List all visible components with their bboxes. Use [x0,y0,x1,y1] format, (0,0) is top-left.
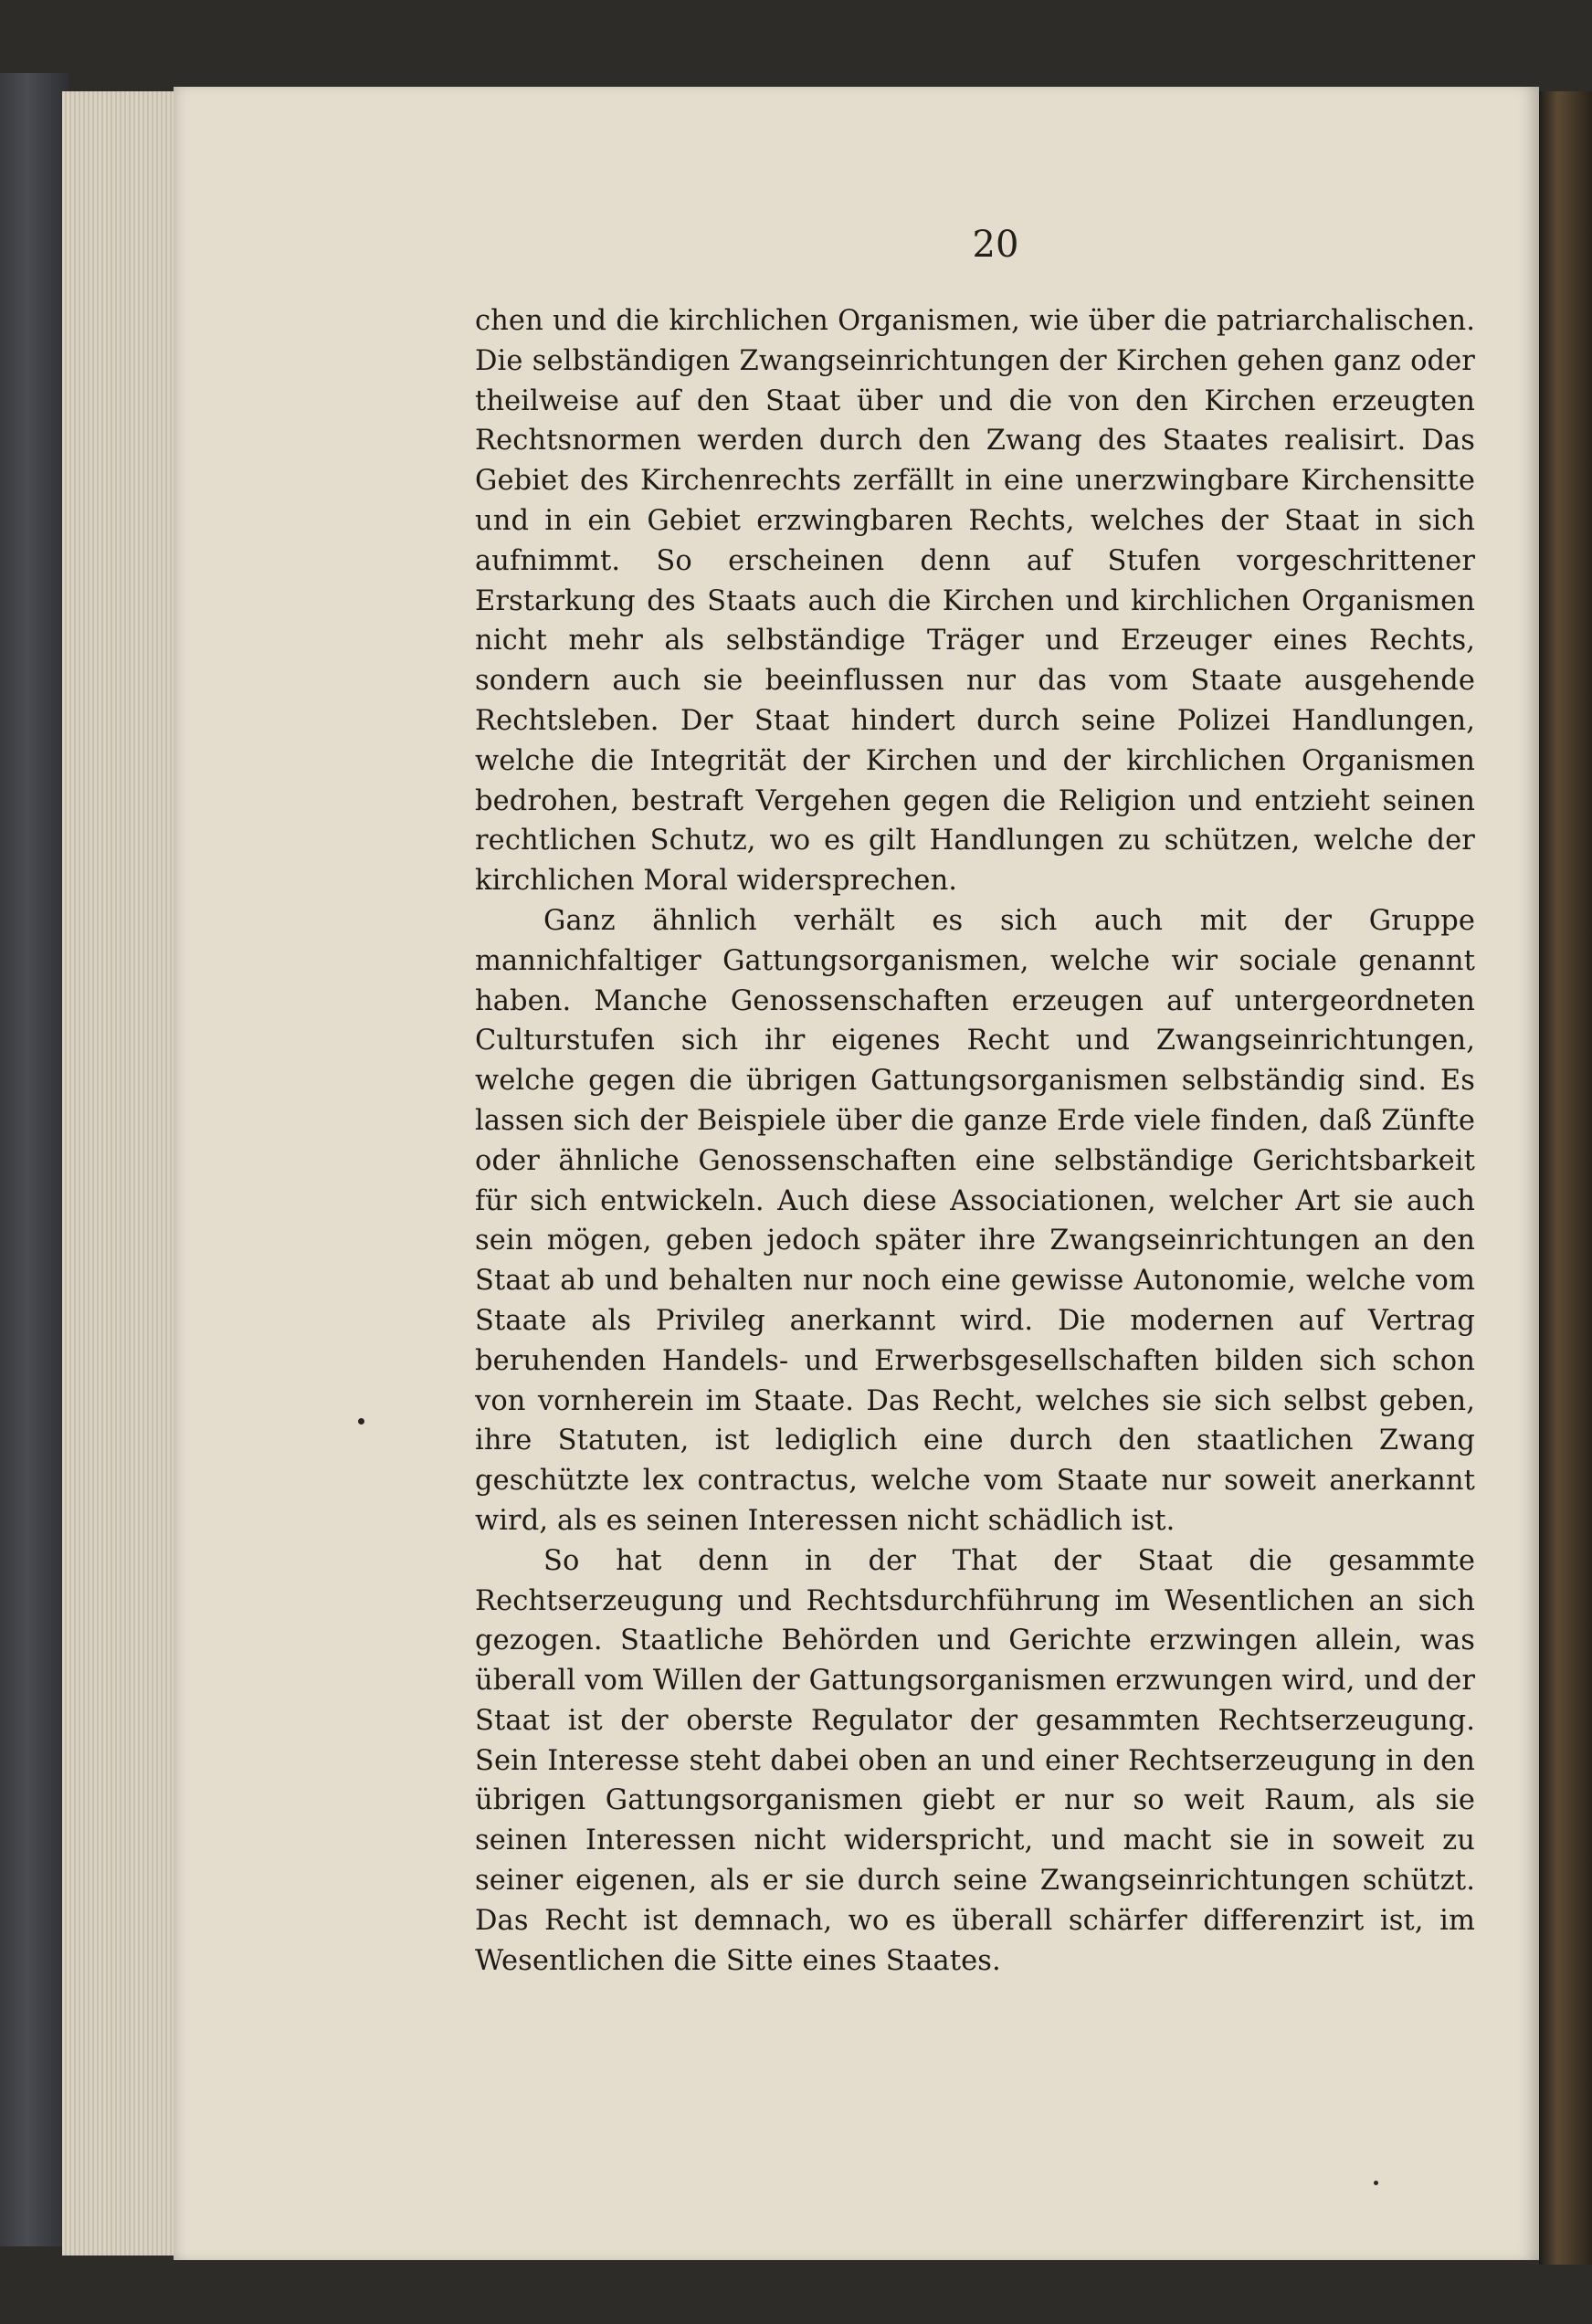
book-cover-left [0,73,69,2246]
body-text [475,301,1475,1981]
page-number: 20 [972,224,1019,266]
page-edges [62,91,190,2256]
ink-speck [358,1418,364,1425]
book-cover-right [1539,91,1592,2265]
paragraph-1: chen und die kirchlichen Organismen, wie über die patriarchalischen. Die selbständigen Zwangseinrichtungen der Kirchen gehen ganz oder theilweise auf den Staat über und die von den Kirchen erzeugten Rechtsnormen werden durch den Zwang des Staates realisirt. Das Gebiet des Kirchenrechts zerfällt in eine unerzwingbare Kirchensitte und in ein Gebiet erzwingbaren Rechts, welches der Staat in sich aufnimmt. So erscheinen denn auf Stufen vorgeschrittener Erstarkung des Staats auch die Kirchen und kirchlichen Organismen nicht mehr als selbständige Träger und Erzeuger eines Rechts, sondern auch sie beeinflussen nur das vom Staate ausgehende Rechtsleben. Der Staat hindert durch seine Polizei Handlungen, welche die Integrität der Kirchen und der kirchlichen Organismen bedrohen, bestraft Vergehen gegen die Religion und entzieht seinen rechtlichen Schutz, wo es gilt Handlungen zu schützen, welche der kirchlichen Moral widersprechen. [475,305,1475,898]
ink-speck [1374,2181,1378,2185]
paragraph-3: So hat denn in der That der Staat die gesammte Rechtserzeugung und Rechtsdurchführung im Wesentlichen an sich gezogen. Staatliche Behörden und Gerichte erzwingen allein, was überall vom Willen der Gattungsorganismen erzwungen wird, und der Staat ist der oberste Regulator der gesammten Rechtserzeugung. Sein Interesse steht dabei oben an und einer Rechtserzeugung in den übrigen Gattungsorganismen giebt er nur so weit Raum, als sie seinen Interessen nicht widerspricht, und macht sie in soweit zu seiner eigenen, als er sie durch seine Zwangseinrichtungen schützt. Das Recht ist demnach, wo es überall schärfer differenzirt ist, im Wesentlichen die Sitte eines Staates. [475,1544,1475,1977]
paragraph-2: Ganz ähnlich verhält es sich auch mit der Gruppe mannichfaltiger Gattungsorganismen, welche wir sociale genannt haben. Manche Genossenschaften erzeugen auf untergeordneten Culturstufen sich ihr eigenes Recht und Zwangseinrichtungen, welche gegen die übrigen Gattungsorganismen selbständig sind. Es lassen sich der Beispiele über die ganze Erde viele finden, daß Zünfte oder ähnliche Genossenschaften eine selbständige Gerichtsbarkeit für sich entwickeln. Auch diese Associationen, welcher Art sie auch sein mögen, geben jedoch später ihre Zwangseinrichtungen an den Staat ab und behalten nur noch eine gewisse Autonomie, welche vom Staate als Privileg anerkannt wird. Die modernen auf Vertrag beruhenden Handels- und Erwerbsgesellschaften bilden sich schon von vornherein im Staate. Das Recht, welches sie sich selbst geben, ihre Statuten, ist lediglich eine durch den staatlichen Zwang geschützte lex contractus, welche vom Staate nur soweit anerkannt wird, als es seinen Interessen nicht schädlich ist. [475,904,1475,1537]
